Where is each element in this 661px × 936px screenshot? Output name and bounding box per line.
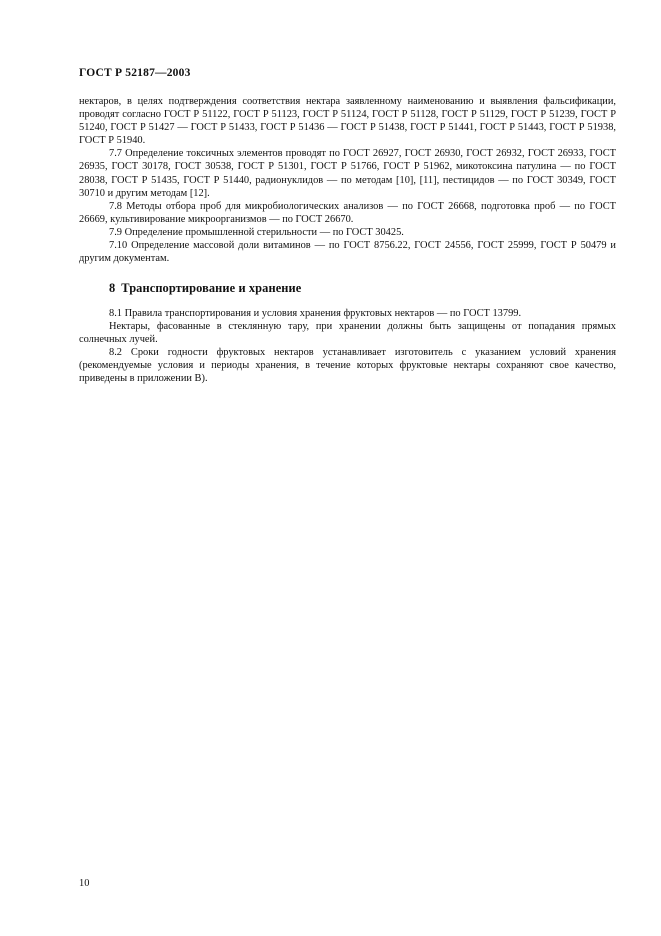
document-code-header: ГОСТ Р 52187—2003 [79, 67, 191, 79]
page-number: 10 [79, 878, 90, 889]
section7-body [79, 95, 616, 265]
paragraph-7-9: 7.9 Определение промышленной стерильности — по ГОСТ 30425. [109, 226, 404, 238]
paragraph-8-1: 8.1 Правила транспортирования и условия хранения фруктовых нектаров — по ГОСТ 13799. [109, 308, 522, 319]
paragraph-7-10: 7.10 Определение массовой доли витаминов — по ГОСТ 8756.22, ГОСТ 24556, ГОСТ 25999, ГОСТ Р 50479 и другим документам. [79, 240, 616, 265]
paragraph-8-2: 8.2 Сроки годности фруктовых нектаров устанавливает изготовитель с указанием условий хранения (рекомендуемые условия и периоды хранения, в течение которых фруктовые нектары сохраняют свое качество, приведены в приложении В). [79, 347, 616, 385]
paragraph-7-6-continuation: нектаров, в целях подтверждения соответствия нектара заявленному наименованию и выявления фальсификации, проводят согласно ГОСТ Р 51122, ГОСТ Р 51123, ГОСТ Р 51124, ГОСТ Р 51128, ГОСТ Р 51129, ГОСТ Р 51239, ГОСТ Р 51240, ГОСТ Р 51427 — ГОСТ Р 51433, ГОСТ Р 51436 — ГОСТ Р 51438, ГОСТ Р 51441, ГОСТ Р 51443, ГОСТ Р 51938, ГОСТ Р 51940. [79, 96, 616, 147]
section-8-heading [109, 281, 301, 296]
section-8-title: Транспортирование и хранение [121, 281, 302, 295]
paragraph-8-1-note: Нектары, фасованные в стеклянную тару, при хранении должны быть защищены от попадания прямых солнечных лучей. [79, 321, 616, 346]
section-8-number: 8 [109, 281, 116, 295]
paragraph-7-8: 7.8 Методы отбора проб для микробиологических анализов — по ГОСТ 26668, подготовка проб — по ГОСТ 26669, культивирование микроорганизмов — по ГОСТ 26670. [79, 200, 616, 225]
paragraph-7-7: 7.7 Определение токсичных элементов проводят по ГОСТ 26927, ГОСТ 26930, ГОСТ 26932, ГОСТ 26933, ГОСТ 26935, ГОСТ 30178, ГОСТ 30538, ГОСТ Р 51301, ГОСТ Р 51766, ГОСТ Р 51962, микотоксина патулина — по ГОСТ 28038, ГОСТ Р 51435, ГОСТ Р 51440, радионуклидов — по методам [10], [11], пестицидов — по ГОСТ 30349, ГОСТ 30710 и другим методам [12]. [79, 148, 616, 199]
section8-body [79, 307, 616, 386]
